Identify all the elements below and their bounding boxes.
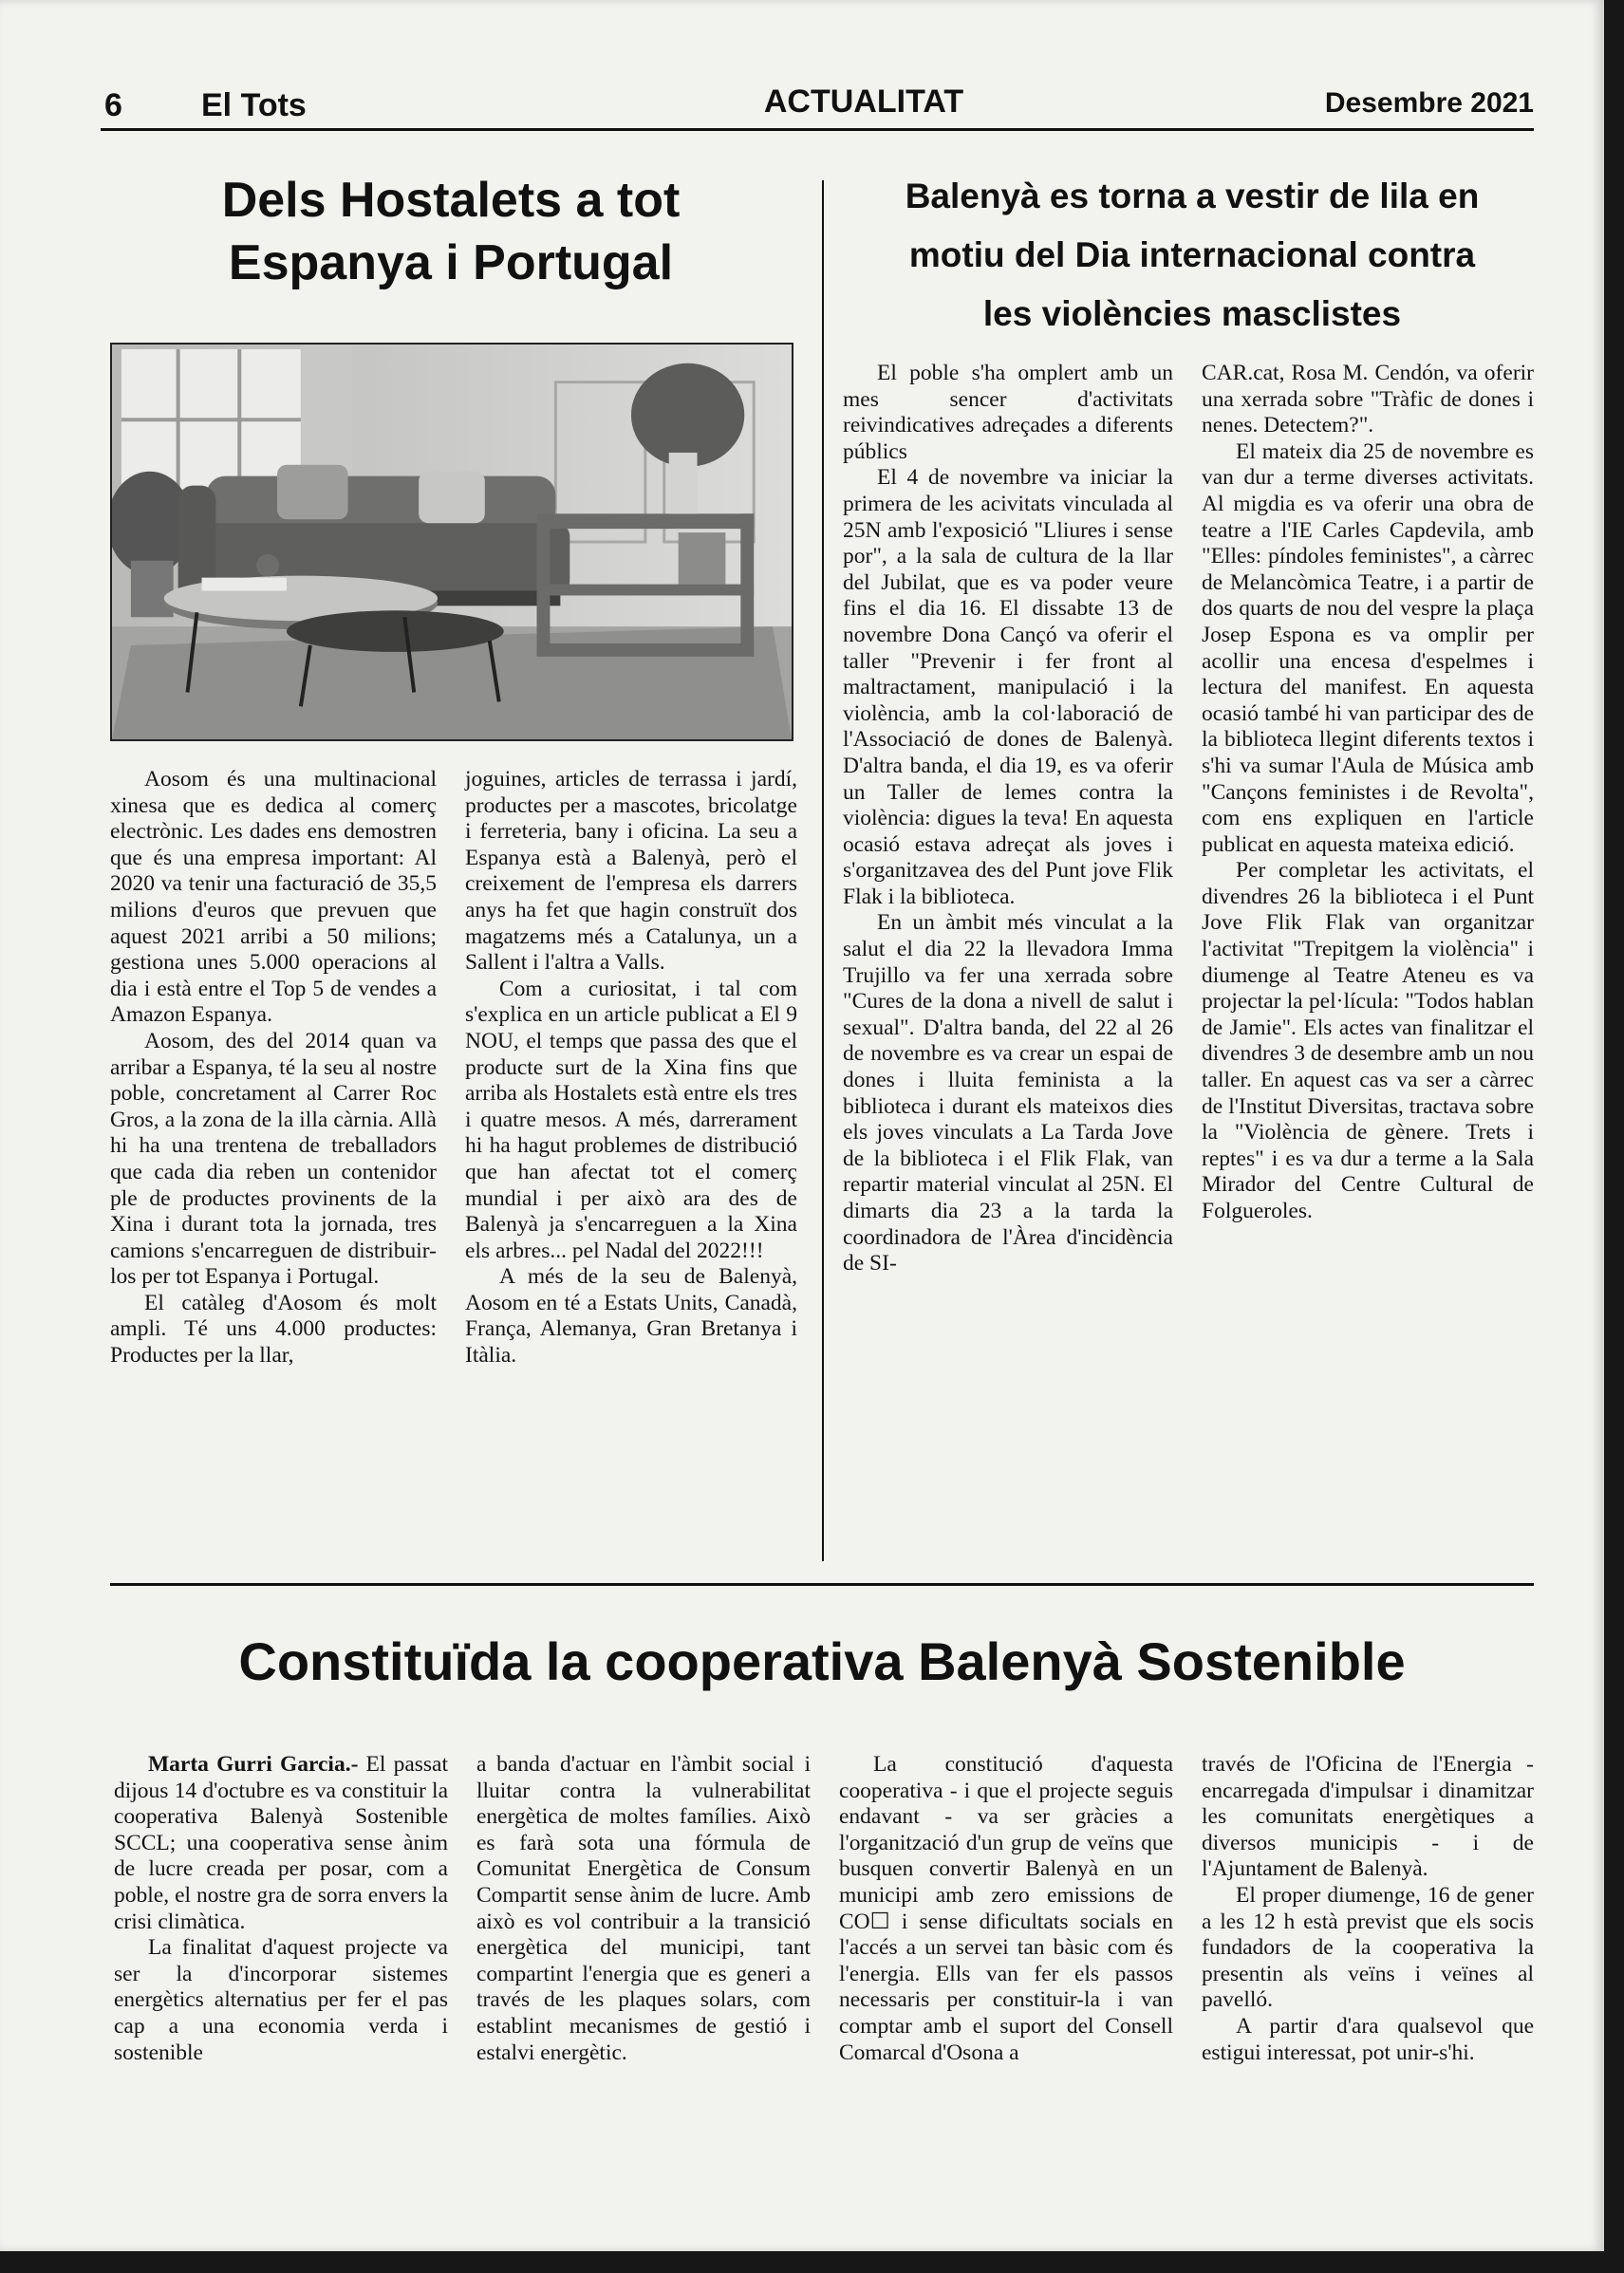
section-divider <box>110 1583 1534 1586</box>
column-divider <box>822 180 824 1561</box>
article2-title-line: Balenyà es torna a vestir de lila en <box>905 177 1480 215</box>
paragraph: A més de la seu de Balenyà, Aosom en té a Estats Units, Canadà, França, Alemanya, Gran Bretanya i Itàlia. <box>465 1264 797 1369</box>
article2-title-line: motiu del Dia internacional contra <box>908 235 1476 274</box>
article3-column-3 <box>839 1752 1173 2066</box>
paragraph: El 4 de novembre va iniciar la primera de les acivitats vinculada al 25N amb l'exposició "Lliures i sense por", a la sala de cultura de la llar del Jubilat, que es va poder veure fins el dia 16. El dissabte 13 de novembre Dona Cançó va oferir el taller "Prevenir i fer front al maltractament, manipulació i la violència, amb la col·laboració de l'Associació de dones de Balenyà. D'altra banda, el dia 19, es va oferir un Taller de lemes contra la violència: digues la teva! En aquesta ocasió estava adreçat als joves i s'organitzavea des del Punt jove Flik Flak i la biblioteca. <box>843 465 1173 909</box>
article2-title-line: les violències masclistes <box>982 294 1402 333</box>
header-rule <box>101 128 1534 131</box>
article3-column-2 <box>476 1752 811 2066</box>
paragraph: A partir d'ara qualsevol que estigui interessat, pot unir-s'hi. <box>1202 2013 1534 2065</box>
article1-title <box>104 169 797 294</box>
paragraph: través de l'Oficina de l'Energia - encarregada d'impulsar i dinamitzar les comunitats energètiques a diversos municipis - i de l'Ajuntament de Balenyà. <box>1202 1752 1534 1882</box>
paragraph: El catàleg d'Aosom és molt ampli. Té uns 4.000 productes: Productes per la llar, <box>110 1290 437 1369</box>
paragraph: La finalitat d'aquest projecte va ser la d'incorporar sistemes energètics alternatius per fer el pas cap a una economia verda i sostenible <box>114 1935 448 2065</box>
paragraph: a banda d'actuar en l'àmbit social i lluitar contra la vulnerabilitat energètica de moltes famílies. Això es farà sota una fórmula de Comunitat Energètica de Consum Compartit sense ànim de lucre. Amb això es vol contribuir a la transició energètica del municipi, tant compartint l'energia que es generi a través de les plaques solars, com establint mecanismes de gestió i estalvi energètic. <box>476 1752 811 2065</box>
section-title: ACTUALITAT <box>763 84 964 120</box>
paragraph: El passat dijous 14 d'octubre es va constituir la cooperativa Balenyà Sostenible SCCL; una cooperativa sense ànim de lucre creada per posar, com a poble, el nostre gra de sorra envers la crisi climàtica. <box>114 1752 448 1934</box>
living-room-photo <box>110 343 793 741</box>
article1-column-1 <box>110 767 437 1369</box>
article1-title-line: Espanya i Portugal <box>228 235 674 290</box>
article3-column-1 <box>114 1752 448 2066</box>
page-number: 6 <box>104 87 122 123</box>
article3-column-4 <box>1202 1752 1534 2066</box>
byline: Marta Gurri Garcia.- <box>148 1752 359 1777</box>
publication-name: El Tots <box>201 87 307 123</box>
article1-column-2 <box>465 767 797 1369</box>
article2-title <box>841 167 1543 344</box>
issue-date: Desembre 2021 <box>1324 87 1534 119</box>
paragraph: La constitució d'aquesta cooperativa - i que el projecte seguis endavant - va ser gràcies a l'organització d'un grup de veïns que busquen convertir Balenyà en un municipi amb zero emissions de CO☐ i sense dificultats socials en l'accés a un servei tan bàsic com és l'energia. Ells van fer els passos necessaris per constituir-la i van comptar amb el suport del Consell Comarcal d'Osona a <box>839 1752 1173 2065</box>
article2-column-1 <box>843 361 1173 1277</box>
paragraph: En un àmbit més vinculat a la salut el dia 22 la llevadora Imma Trujillo va fer una xerrada sobre "Cures de la dona a nivell de salut i sexual". D'altra banda, del 22 al 26 de novembre es va crear un espai de dones i lluita feminista a la biblioteca i durant els mateixos dies els joves vinculats a La Tarda Jove de la biblioteca i el Flik Flak, van repartir material vinculat al 25N. El dimarts dia 23 a la tarda la coordinadora de l'Àrea d'incidència de SI- <box>843 910 1173 1276</box>
paragraph: Per completar les activitats, el divendres 26 la biblioteca i el Punt Jove Flik Flak van organitzar l'activitat "Trepitgem la violència" i diumenge al Teatre Ateneu es va projectar la pel·lícula: "Todos hablan de Jamie". Els actes van finalitzar el divendres 3 de desembre amb un nou taller. En aquest cas va ser a càrrec de l'Institut Diversitas, tractava sobre la "Violència de gènere. Trets i reptes" i es va dur a terme a la Sala Mirador del Centre Cultural de Folgueroles. <box>1202 858 1534 1223</box>
paragraph: El proper diumenge, 16 de gener a les 12 h està previst que els socis fundadors de la cooperativa la presentin als veïns i veïnes al pavelló. <box>1202 1882 1534 2013</box>
paragraph: El mateix dia 25 de novembre es van dur a terme diverses activitats. Al migdia es va oferir una obra de teatre a l'IE Carles Capdevila, amb "Elles: píndoles feministes", a càrrec de Melancòmica Teatre, i a partir de dos quarts de nou del vespre la plaça Josep Espona es va omplir per acollir una encesa d'espelmes i lectura del manifest. En aquesta ocasió també hi van participar des de la biblioteca llegint diferents textos i s'hi va sumar l'Aula de Música amb "Cançons feministes i de Revolta", com ens expliquen en l'article publicat en aquesta mateixa edició. <box>1202 438 1534 857</box>
article3-title: Constituïda la cooperativa Balenyà Sostenible <box>238 1631 1406 1691</box>
paragraph: Com a curiositat, i tal com s'explica en un article publicat a El 9 NOU, el temps que passa des que el producte surt de la Xina fins que arriba als Hostalets està entre els tres i quatre mesos. A més, darrerament hi ha hagut problemes de distribució que han afectat tot el comerç mundial i per això ara des de Balenyà ja s'encarreguen a la Xina els arbres... pel Nadal del 2022!!! <box>465 976 797 1263</box>
paragraph: El poble s'ha omplert amb un mes sencer d'activitats reivindicatives adreçades a diferents públics <box>843 361 1173 464</box>
article1-title-line: Dels Hostalets a tot <box>221 173 681 228</box>
paragraph: Aosom és una multinacional xinesa que es dedica al comerç electrònic. Les dades ens demostren que és una empresa important: Al 2020 va tenir una facturació de 35,5 milions d'euros que prevuen que aquest 2021 arribi a 50 milions; gestiona unes 5.000 operacions al dia i està entre el Top 5 de vendes a Amazon Espanya. <box>110 767 437 1028</box>
paragraph: Aosom, des del 2014 quan va arribar a Espanya, té la seu al nostre poble, concretament al Carrer Roc Gros, a la zona de la illa càrnia. Allà hi ha una trentena de treballadors que cada dia reben un contenidor ple de productes provinents de la Xina i durant tota la jornada, tres camions s'encarreguen de distribuir-los per tot Espanya i Portugal. <box>110 1028 437 1290</box>
paragraph: joguines, articles de terrassa i jardí, productes per a mascotes, bricolatge i ferreteria, bany i oficina. La seu a Espanya està a Balenyà, però el creixement de l'empresa els darrers anys ha fet que hagin construït dos magatzems més a Catalunya, un a Sallent i l'altra a Valls. <box>465 767 797 976</box>
paragraph: CAR.cat, Rosa M. Cendón, va oferir una xerrada sobre "Tràfic de dones i nenes. Detectem?". <box>1202 361 1534 438</box>
article2-column-2 <box>1202 361 1534 1225</box>
